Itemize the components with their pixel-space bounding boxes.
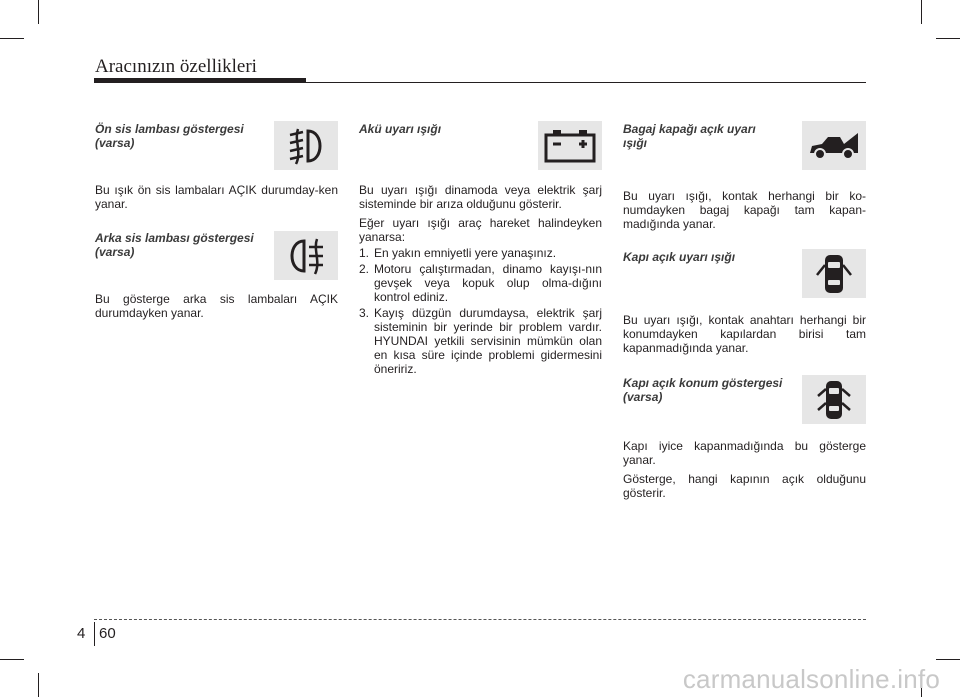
section-heading-front-fog: Ön sis lambası göstergesi (varsa): [95, 122, 244, 150]
paragraph: Bu gösterge arka sis lambaları AÇIK durumdayken yanar.: [95, 292, 338, 320]
section-heading-battery: Akü uyarı ışığı: [359, 122, 442, 136]
list-number: 1.: [359, 246, 370, 260]
list-item: [359, 306, 602, 376]
list-text: En yakın emniyetli yere yanaşınız.: [374, 246, 557, 260]
section-heading-door-open: Kapı açık uyarı ışığı: [623, 250, 736, 264]
trunk-open-icon: [808, 131, 860, 161]
paragraph: Bu uyarı ışığı, kontak anahtarı herhangi bir konumdayken kapılardan birisi tam kapanmadığında yanar.: [623, 313, 866, 355]
section-heading-door-position: Kapı açık konum göstergesi (varsa): [623, 376, 783, 404]
battery-icon: [544, 129, 596, 163]
footer-rule: [94, 619, 866, 620]
list-number: 2.: [359, 262, 370, 276]
rear-fog-lamp-indicator: [274, 231, 338, 280]
list-text: Motoru çalıştırmadan, dinamo kayışı-nın gevşek veya kopuk olup olma-dığını kontrol ediniz.: [374, 262, 602, 304]
crop-mark: [936, 38, 960, 39]
trunk-open-indicator: [802, 121, 866, 170]
front-fog-lamp-icon: [284, 126, 328, 166]
front-fog-lamp-indicator: [274, 121, 338, 170]
header-bar: [94, 78, 306, 83]
steps-list: [359, 246, 602, 376]
battery-indicator: [538, 121, 602, 170]
chapter-number: 4: [77, 625, 86, 642]
watermark: carmanualsonline.info: [682, 664, 940, 694]
rear-fog-lamp-icon: [284, 236, 328, 276]
door-position-indicator: [802, 375, 866, 424]
paragraph: Bu uyarı ışığı, kontak herhangi bir ko-numdayken bagaj kapağı tam kapan-madığında yanar.: [623, 189, 866, 231]
door-open-icon: [814, 252, 854, 296]
door-open-indicator: [802, 249, 866, 298]
crop-mark: [38, 673, 39, 697]
paragraph: Gösterge, hangi kapının açık olduğunu gösterir.: [623, 472, 866, 500]
section-heading-rear-fog: Arka sis lambası göstergesi (varsa): [95, 231, 254, 259]
page-separator: [94, 622, 95, 646]
page-number: 60: [99, 625, 116, 642]
page-title: Aracınızın özellikleri: [95, 56, 257, 77]
door-position-icon: [814, 378, 854, 422]
list-item: [359, 246, 602, 260]
door-position-description: [623, 439, 866, 505]
crop-mark: [38, 0, 39, 24]
crop-mark: [921, 0, 922, 24]
battery-description: [359, 183, 602, 378]
paragraph: Kapı iyice kapanmadığında bu gösterge yanar.: [623, 439, 866, 467]
paragraph: Eğer uyarı ışığı araç hareket halindeyken yanarsa:: [359, 216, 602, 244]
crop-mark: [0, 38, 24, 39]
list-text: Kayış düzgün durumdaysa, elektrik şarj sisteminin bir yerinde bir problem vardır. HYUNDAI yetkili servisinin mümkün olan en kısa süre içinde problemi gidermesini öneririz.: [374, 306, 602, 376]
paragraph: Bu ışık ön sis lambaları AÇIK durumday-ken yanar.: [95, 183, 338, 211]
list-number: 3.: [359, 306, 370, 320]
paragraph: Bu uyarı ışığı dinamoda veya elektrik şarj sisteminde bir arıza olduğunu gösterir.: [359, 183, 602, 211]
crop-mark: [936, 659, 960, 660]
section-heading-trunk: Bagaj kapağı açık uyarı ışığı: [623, 122, 756, 150]
list-item: [359, 262, 602, 304]
header-rule: [306, 82, 866, 83]
crop-mark: [0, 659, 24, 660]
